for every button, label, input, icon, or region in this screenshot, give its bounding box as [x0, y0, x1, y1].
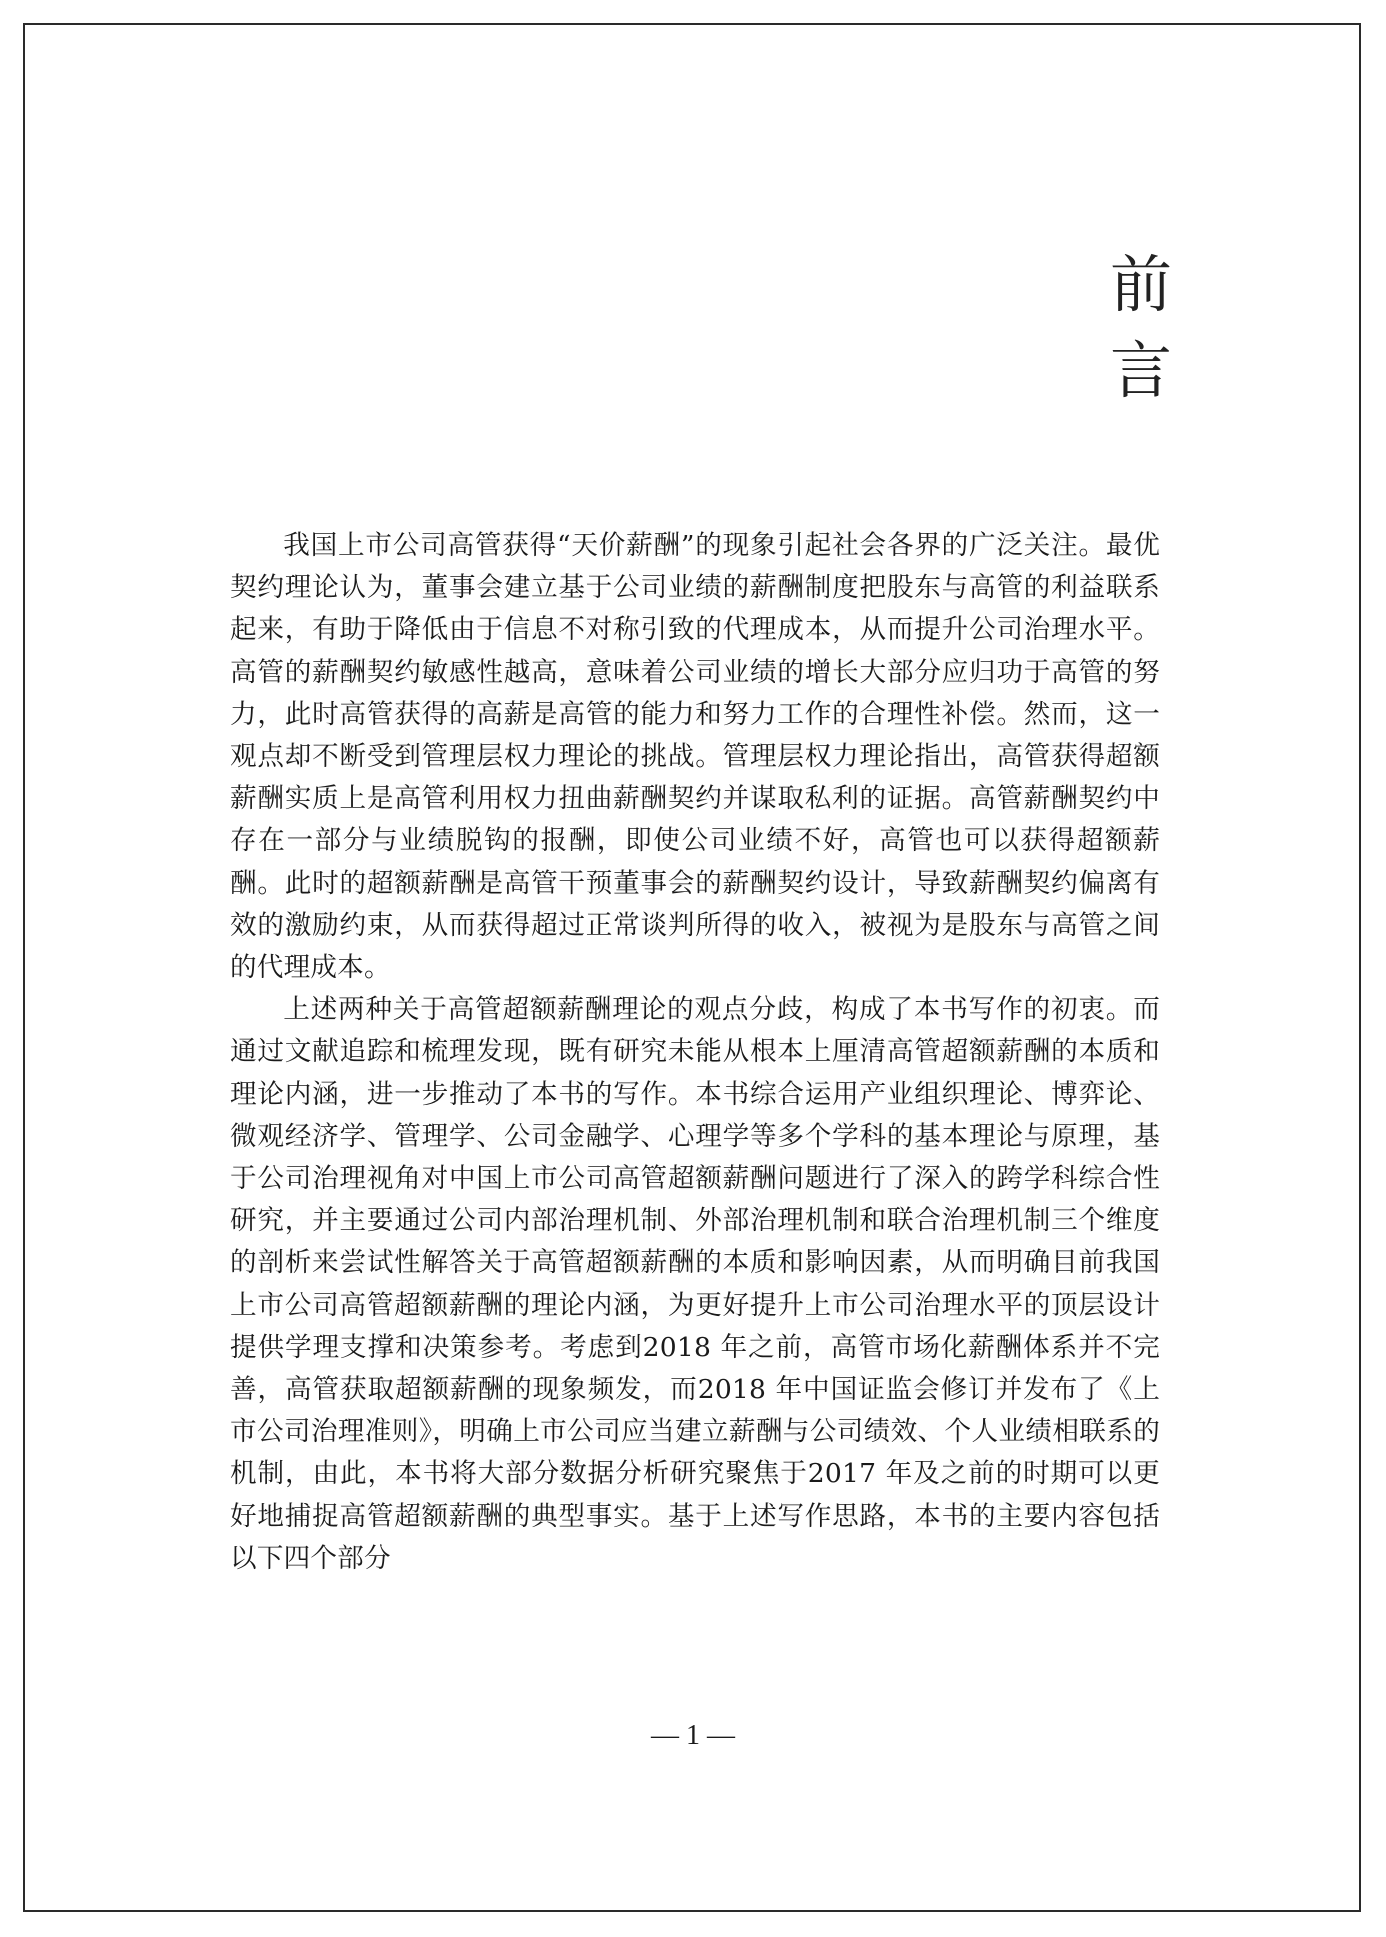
title-char-1: 前 [1109, 248, 1172, 321]
paragraph: 上述两种关于高管超额薪酬理论的观点分歧，构成了本书写作的初衷。而通过文献追踪和梳理发现，既有研究未能从根本上厘清高管超额薪酬的本质和理论内涵，进一步推动了本书的写作。本书综合运用产业组织理论、博弈论、微观经济学、管理学、公司金融学、心理学等多个学科的基本理论与原理，基于公司治理视角对中国上市公司高管超额薪酬问题进行了深入的跨学科综合性研究，并主要通过公司内部治理机制、外部治理机制和联合治理机制三个维度的剖析来尝试性解答关于高管超额薪酬的本质和影响因素，从而明确目前我国上市公司高管超额薪酬的理论内涵，为更好提升上市公司治理水平的顶层设计提供学理支撑和决策参考。考虑到2018 年之前，高管市场化薪酬体系并不完善，高管获取超额薪酬的现象频发，而2018 年中国证监会修订并发布了《上市公司治理准则》，明确上市公司应当建立薪酬与公司绩效、个人业绩相联系的机制，由此，本书将大部分数据分析研究聚焦于2017 年及之前的时期可以更好地捕捉高管超额薪酬的典型事实。基于上述写作思路，本书的主要内容包括以下四个部分 [230, 994, 1160, 1574]
body-text [230, 525, 1160, 1580]
page-number: — 1 — [651, 1720, 735, 1751]
title-char-2: 言 [1109, 334, 1172, 407]
paragraph: 我国上市公司高管获得“天价薪酬”的现象引起社会各界的广泛关注。最优契约理论认为，董事会建立基于公司业绩的薪酬制度把股东与高管的利益联系起来，有助于降低由于信息不对称引致的代理成本，从而提升公司治理水平。高管的薪酬契约敏感性越高，意味着公司业绩的增长大部分应归功于高管的努力，此时高管获得的高薪是高管的能力和努力工作的合理性补偿。然而，这一观点却不断受到管理层权力理论的挑战。管理层权力理论指出，高管获得超额薪酬实质上是高管利用权力扭曲薪酬契约并谋取私利的证据。高管薪酬契约中存在一部分与业绩脱钩的报酬，即使公司业绩不好，高管也可以获得超额薪酬。此时的超额薪酬是高管干预董事会的薪酬契约设计，导致薪酬契约偏离有效的激励约束，从而获得超过正常谈判所得的收入，被视为是股东与高管之间的代理成本。 [230, 530, 1160, 984]
page-title [1108, 242, 1174, 414]
